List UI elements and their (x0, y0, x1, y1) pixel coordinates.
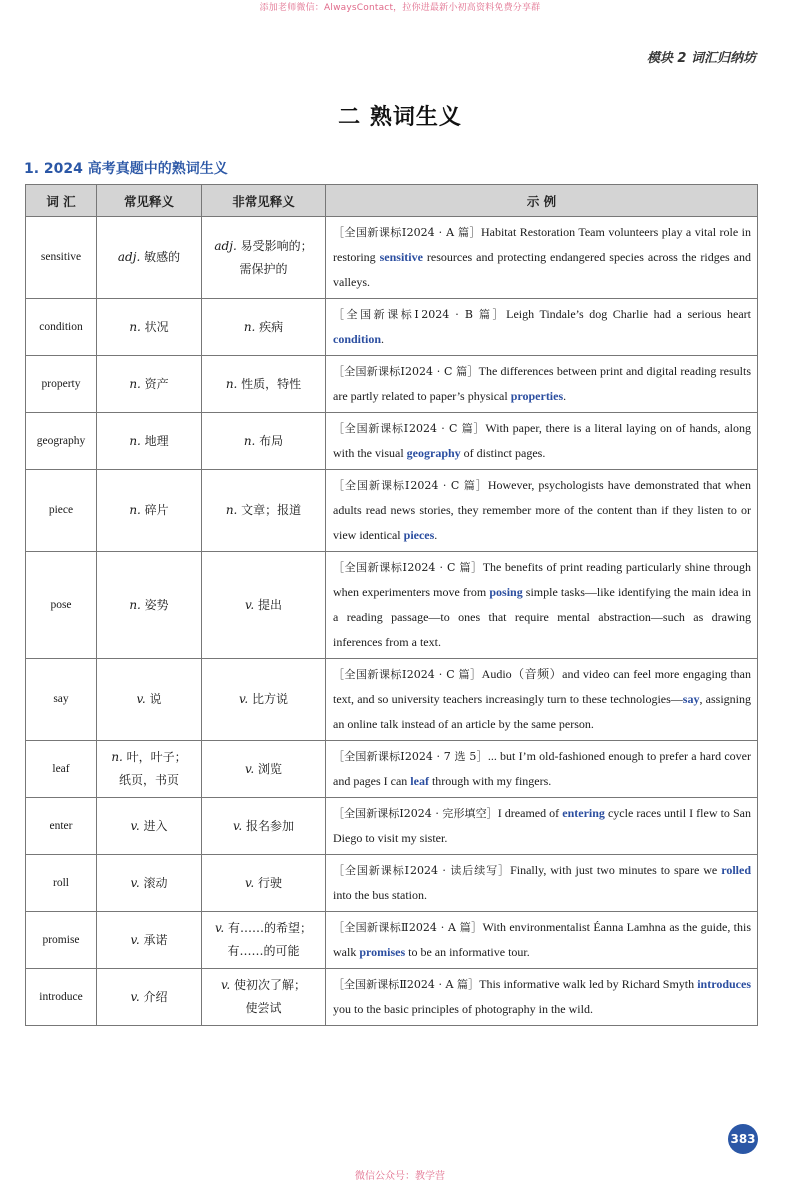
uncommon-pos: v. (245, 761, 255, 776)
uncommon-meaning-cell (202, 552, 326, 659)
header-word: 词 汇 (26, 185, 97, 217)
common-meaning: 承诺 (139, 932, 168, 947)
common-meaning: 进入 (139, 818, 168, 833)
common-meaning: 姿势 (140, 597, 169, 612)
table-row (26, 470, 758, 552)
example-cell (326, 659, 758, 741)
common-meaning: 敏感的 (140, 250, 181, 264)
example-highlight-word: geography (406, 446, 461, 460)
uncommon-meaning-2: 有……的可能 (227, 944, 300, 958)
uncommon-meaning-cell (202, 659, 326, 741)
common-meaning: 叶，叶子； (122, 750, 187, 764)
example-source: ［全国新课标Ⅰ2024 · 7 选 5］ (333, 750, 488, 763)
word-cell: introduce (26, 969, 97, 1026)
uncommon-pos: adj. (214, 238, 237, 253)
common-pos: v. (130, 875, 140, 890)
word-cell: roll (26, 855, 97, 912)
example-text-after: to be an informative tour. (405, 945, 530, 959)
uncommon-meaning-cell (202, 299, 326, 356)
example-source: ［全国新课标Ⅱ2024 · A 篇］ (333, 921, 483, 934)
common-pos: n. (111, 750, 123, 764)
example-source: ［全国新课标Ⅰ2024 · C 篇］ (333, 365, 479, 378)
example-text-after: of distinct pages. (460, 446, 546, 460)
uncommon-pos: n. (243, 433, 256, 448)
example-cell (326, 912, 758, 969)
word-cell: leaf (26, 741, 97, 798)
vocabulary-table (25, 184, 758, 1026)
common-pos: v. (130, 818, 140, 833)
example-source: ［全国新课标Ⅰ2024 · 完形填空］ (333, 807, 498, 820)
common-meaning-cell (97, 969, 202, 1026)
common-meaning-cell (97, 855, 202, 912)
common-pos: adj. (117, 250, 141, 264)
uncommon-meaning: 疾病 (255, 319, 284, 334)
common-meaning-cell (97, 470, 202, 552)
table-row (26, 217, 758, 299)
common-meaning: 说 (145, 692, 162, 706)
word-cell: enter (26, 798, 97, 855)
word-cell: sensitive (26, 217, 97, 299)
word-cell: property (26, 356, 97, 413)
uncommon-meaning: 浏览 (254, 761, 282, 776)
uncommon-pos: v. (239, 692, 249, 706)
example-text-before: With paper, there is a literal laying on of hands, along with the visual (333, 421, 751, 460)
table-row (26, 798, 758, 855)
common-meaning-cell (97, 741, 202, 798)
common-meaning-cell (97, 413, 202, 470)
example-highlight-word: posing (489, 585, 523, 599)
common-meaning-cell (97, 299, 202, 356)
example-source: ［全国新课标Ⅱ2024 · A 篇］ (333, 978, 480, 991)
word-cell: condition (26, 299, 97, 356)
uncommon-meaning: 文章；报道 (237, 503, 302, 517)
table-row (26, 969, 758, 1026)
word-cell: piece (26, 470, 97, 552)
common-meaning-2: 纸页，书页 (118, 773, 179, 787)
example-text-before: This informative walk led by Richard Smyth (479, 977, 698, 991)
example-highlight-word: promises (359, 945, 406, 959)
example-text-before: With environmentalist Éanna Lamhna as the guide, this walk (333, 920, 751, 959)
example-highlight-word: condition (333, 332, 382, 346)
bottom-watermark: 微信公众号：教学营 (355, 1171, 445, 1182)
uncommon-meaning-cell (202, 217, 326, 299)
example-text-after: , assigning an online talk instead of an article by the same person. (333, 692, 751, 731)
table-row (26, 413, 758, 470)
header-uncommon-meaning: 非常见释义 (202, 185, 326, 217)
uncommon-meaning: 提出 (254, 597, 282, 612)
example-cell (326, 299, 758, 356)
uncommon-pos: n. (225, 503, 238, 517)
example-text-after: resources and protecting endangered species across the ridges and valleys. (333, 250, 752, 289)
uncommon-meaning: 有……的希望； (224, 921, 312, 935)
common-pos: n. (129, 597, 141, 612)
common-pos: n. (129, 319, 141, 334)
table-row (26, 659, 758, 741)
common-pos: v. (130, 932, 140, 947)
example-highlight-word: say (682, 692, 700, 706)
uncommon-meaning: 使初次了解； (230, 978, 306, 992)
example-source: ［全国新课标Ⅰ2024 · A 篇］ (333, 226, 481, 239)
common-pos: n. (129, 433, 141, 448)
common-meaning-cell (97, 912, 202, 969)
example-text-before: Leigh Tindale’s dog Charlie had a serious heart (506, 307, 751, 321)
common-meaning-cell (97, 217, 202, 299)
example-highlight-word: sensitive (379, 250, 423, 264)
common-meaning: 资产 (140, 376, 169, 391)
example-source: ［全国新课标Ⅰ2024 · C 篇］ (333, 561, 483, 574)
uncommon-meaning-cell (202, 855, 326, 912)
top-watermark: 添加老师微信：AlwaysContact，拉你进最新小初高资料免费分享群 (259, 3, 541, 13)
example-text-after: . (434, 528, 438, 542)
uncommon-pos: v. (221, 978, 231, 992)
example-cell (326, 741, 758, 798)
page-title: 二 熟词生义 (338, 105, 462, 130)
table-row (26, 741, 758, 798)
uncommon-pos: n. (225, 376, 238, 391)
uncommon-meaning-cell (202, 798, 326, 855)
uncommon-pos: v. (245, 875, 255, 890)
example-source: ［全国新课标Ⅰ2024 · C 篇］ (333, 422, 486, 435)
uncommon-meaning: 布局 (255, 433, 284, 448)
example-text-before: Audio（音频）and video can feel more engaging than text, and so university teachers increasingly turn to these technologies— (333, 667, 751, 706)
page-number-badge: 383 (728, 1124, 758, 1154)
example-source: ［全国新课标Ⅰ2024 · B 篇］ (333, 308, 507, 321)
uncommon-meaning-cell (202, 741, 326, 798)
example-text-after: cycle races until I flew to San Diego to visit my sister. (333, 806, 751, 845)
uncommon-meaning-cell (202, 969, 326, 1026)
uncommon-pos: v. (233, 818, 243, 833)
common-meaning-cell (97, 552, 202, 659)
common-meaning: 介绍 (139, 989, 168, 1004)
common-meaning: 地理 (140, 433, 169, 448)
uncommon-meaning: 易受影响的； (236, 238, 313, 253)
example-text-before: The differences between print and digital reading results are partly related to paper’s physical (333, 364, 751, 403)
example-highlight-word: entering (562, 806, 605, 820)
example-text-before: Habitat Restoration Team volunteers play a vital role in restoring (333, 225, 751, 264)
example-text-before: Finally, with just two minutes to spare we (510, 863, 722, 877)
example-text-before: However, psychologists have demonstrated that when adults read news stories, they remember more of the content than if they listen to or view identical (333, 478, 752, 542)
example-cell (326, 356, 758, 413)
uncommon-meaning-cell (202, 413, 326, 470)
uncommon-meaning-cell (202, 356, 326, 413)
uncommon-meaning: 行驶 (254, 875, 282, 890)
example-cell (326, 798, 758, 855)
common-pos: v. (130, 989, 140, 1004)
common-meaning-cell (97, 659, 202, 741)
example-cell (326, 969, 758, 1026)
example-text-before: ... but I’m old-fashioned enough to prefer a hard cover and pages I can (333, 749, 751, 788)
common-meaning: 状况 (140, 319, 169, 334)
uncommon-meaning-2: 需保护的 (239, 261, 288, 276)
table-body (26, 217, 758, 1026)
header-common-meaning: 常见释义 (97, 185, 202, 217)
example-highlight-word: leaf (410, 774, 429, 788)
table-row (26, 855, 758, 912)
word-cell: pose (26, 552, 97, 659)
uncommon-meaning-cell (202, 470, 326, 552)
example-cell (326, 413, 758, 470)
example-text-before: The benefits of print reading particularly shine through when experimenters move from (333, 560, 751, 599)
table-row (26, 552, 758, 659)
header-example: 示 例 (326, 185, 758, 217)
example-text-after: . (381, 332, 385, 346)
common-meaning-cell (97, 356, 202, 413)
uncommon-meaning: 报名参加 (242, 818, 294, 833)
word-cell: promise (26, 912, 97, 969)
uncommon-meaning: 性质，特性 (237, 376, 302, 391)
example-highlight-word: pieces (403, 528, 435, 542)
example-text-after: . (563, 389, 567, 403)
example-cell (326, 855, 758, 912)
example-source: ［全国新课标Ⅰ2024 · C 篇］ (333, 668, 482, 681)
word-cell: say (26, 659, 97, 741)
common-meaning: 碎片 (140, 503, 169, 517)
uncommon-pos: n. (243, 319, 256, 334)
example-highlight-word: rolled (721, 863, 751, 877)
uncommon-meaning: 比方说 (248, 692, 288, 706)
uncommon-meaning-2: 使尝试 (245, 1001, 282, 1015)
common-pos: n. (129, 503, 141, 517)
example-text-after: you to the basic principles of photography in the wild. (333, 1002, 593, 1016)
table-row (26, 912, 758, 969)
example-cell (326, 217, 758, 299)
example-highlight-word: properties (510, 389, 564, 403)
table-row (26, 299, 758, 356)
example-cell (326, 470, 758, 552)
example-highlight-word: introduces (697, 977, 751, 991)
uncommon-meaning-cell (202, 912, 326, 969)
example-text-after: simple tasks—like identifying the main idea in a reading passage—to ones that require mental abstraction—such as drawing inferences from a text. (333, 585, 752, 649)
word-cell: geography (26, 413, 97, 470)
example-text-before: I dreamed of (497, 806, 563, 820)
common-pos: n. (129, 376, 141, 391)
example-source: ［全国新课标Ⅰ2024 · C 篇］ (333, 479, 488, 492)
common-pos: v. (136, 692, 146, 706)
example-source: ［全国新课标Ⅰ2024 · 读后续写］ (333, 864, 511, 877)
section-heading: 1. 2024 高考真题中的熟词生义 (24, 161, 228, 177)
module-label: 模块 2 词汇归纳坊 (646, 51, 756, 66)
uncommon-pos: v. (245, 597, 255, 612)
example-text-after: through with my fingers. (428, 774, 552, 788)
example-text-after: into the bus station. (333, 888, 427, 902)
common-meaning: 滚动 (139, 875, 168, 890)
uncommon-pos: v. (215, 921, 225, 935)
example-cell (326, 552, 758, 659)
common-meaning-cell (97, 798, 202, 855)
table-row (26, 356, 758, 413)
table-header-row (26, 185, 758, 217)
